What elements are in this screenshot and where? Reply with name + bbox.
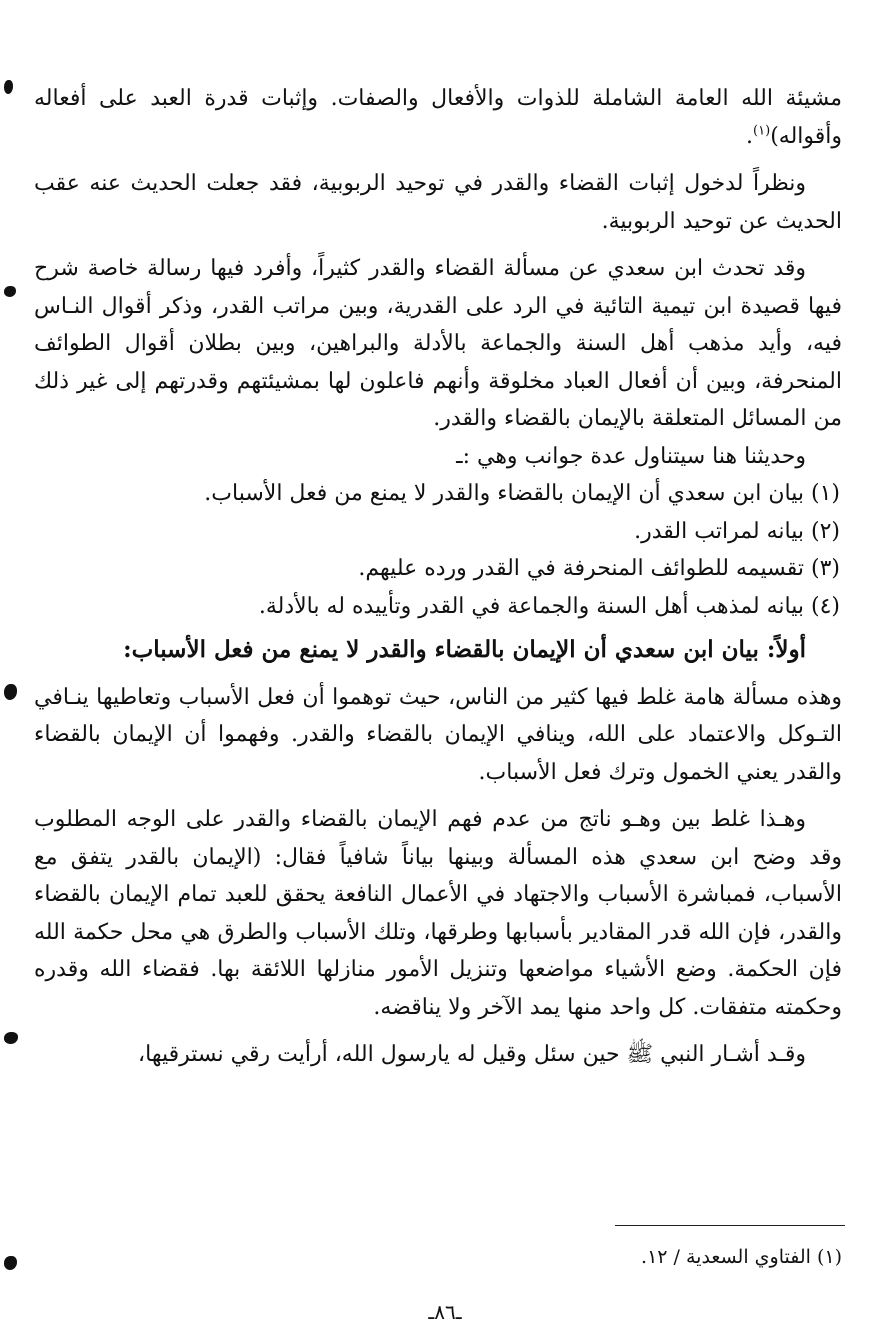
page-number: ـ٨٦ـ: [428, 1300, 462, 1324]
paragraph: وحديثنا هنا سيتناول عدة جوانب وهي :ـ: [456, 443, 806, 469]
scan-mark: [4, 1032, 18, 1044]
list-item: (٢) بيانه لمراتب القدر.: [634, 518, 840, 544]
main-text: [34, 80, 842, 1074]
paragraph: وهذه مسألة هامة غلط فيها كثير من الناس، حيث توهموا أن فعل الأسباب وتعاطيها ينـافي التـوكل والاعتماد على الله، وينافي الإيمان بالقضاء والقدر. وفهموا أن الإيمان بالقضاء والقدر يعني الخمول وترك فعل الأسباب.: [34, 684, 842, 785]
section-heading: أولاً: بيان ابن سعدي أن الإيمان بالقضاء والقدر لا يمنع من فعل الأسباب:: [123, 636, 806, 663]
list-item: (٤) بيانه لمذهب أهل السنة والجماعة في القدر وتأييده له بالأدلة.: [258, 593, 840, 619]
paragraph-text: مشيئة الله العامة الشاملة للذوات والأفعال والصفات. وإثبات قدرة العبد على أفعاله وأقواله): [34, 86, 842, 149]
footnote: (١) الفتاوي السعدية / ١٢.: [641, 1246, 842, 1268]
scan-mark: [4, 684, 17, 700]
paragraph-end: .: [746, 123, 754, 149]
paragraph: وقد تحدث ابن سعدي عن مسألة القضاء والقدر كثيراً، وأفرد فيها رسالة خاصة شرح فيها قصيدة ابن تيمية التائية في الرد على القدرية، وبين مراتب القدر، وذكر أقوال النـاس فيه، وأيد مذهب أهل السنة والجماعة بالأدلة والبراهين، وبين بطلان أقوال الطوائف المنحرفة، وبين أن أفعال العباد مخلوقة وأنهم فاعلون لها بمشيئتهم وقدرتهم إلى غير ذلك من المسائل المتعلقة بالإيمان بالقضاء والقدر.: [34, 256, 842, 431]
scan-mark: [4, 80, 13, 94]
list-item: (١) بيان ابن سعدي أن الإيمان بالقضاء والقدر لا يمنع من فعل الأسباب.: [204, 481, 840, 506]
footnote-divider: [615, 1225, 845, 1226]
paragraph-continuation: [34, 80, 842, 155]
paragraph: وهـذا غلط بين وهـو ناتج من عدم فهم الإيمان بالقضاء والقدر على الوجه المطلوب وقد وضح ابن سعدي هذه المسألة وبينها بياناً شافياً فقال: (الإيمان بالقدر يتفق مع الأسباب، فمباشرة الأسباب والاجتهاد في الأعمال النافعة يحقق للعبد تمام الإيمان بالقضاء والقدر، فإن الله قدر المقادير بأسبابها وطرقها، وتلك الأسباب والطرق هي محل حكمة الله فإن الحكمة. وضع الأشياء مواضعها وتنزيل الأمور منازلها اللائقة بها. فقضاء الله وقدره وحكمته متفقات. كل واحد منها يمد الآخر ولا يناقضه.: [34, 807, 842, 1020]
footnote-marker: (١): [753, 123, 771, 139]
paragraph: ونظراً لدخول إثبات القضاء والقدر في توحيد الربوبية، فقد جعلت الحديث عنه عقب الحديث عن توحيد الربوبية.: [34, 171, 842, 234]
paragraph: وقـد أشـار النبي ﷺ حين سئل وقيل له يارسول الله، أرأيت رقي نسترقيها،: [138, 1042, 806, 1067]
scan-mark: [4, 1256, 17, 1270]
aspects-list: [34, 475, 842, 625]
scan-mark: [4, 286, 16, 297]
list-item: (٣) تقسيمه للطوائف المنحرفة في القدر ورده عليهم.: [358, 556, 840, 581]
